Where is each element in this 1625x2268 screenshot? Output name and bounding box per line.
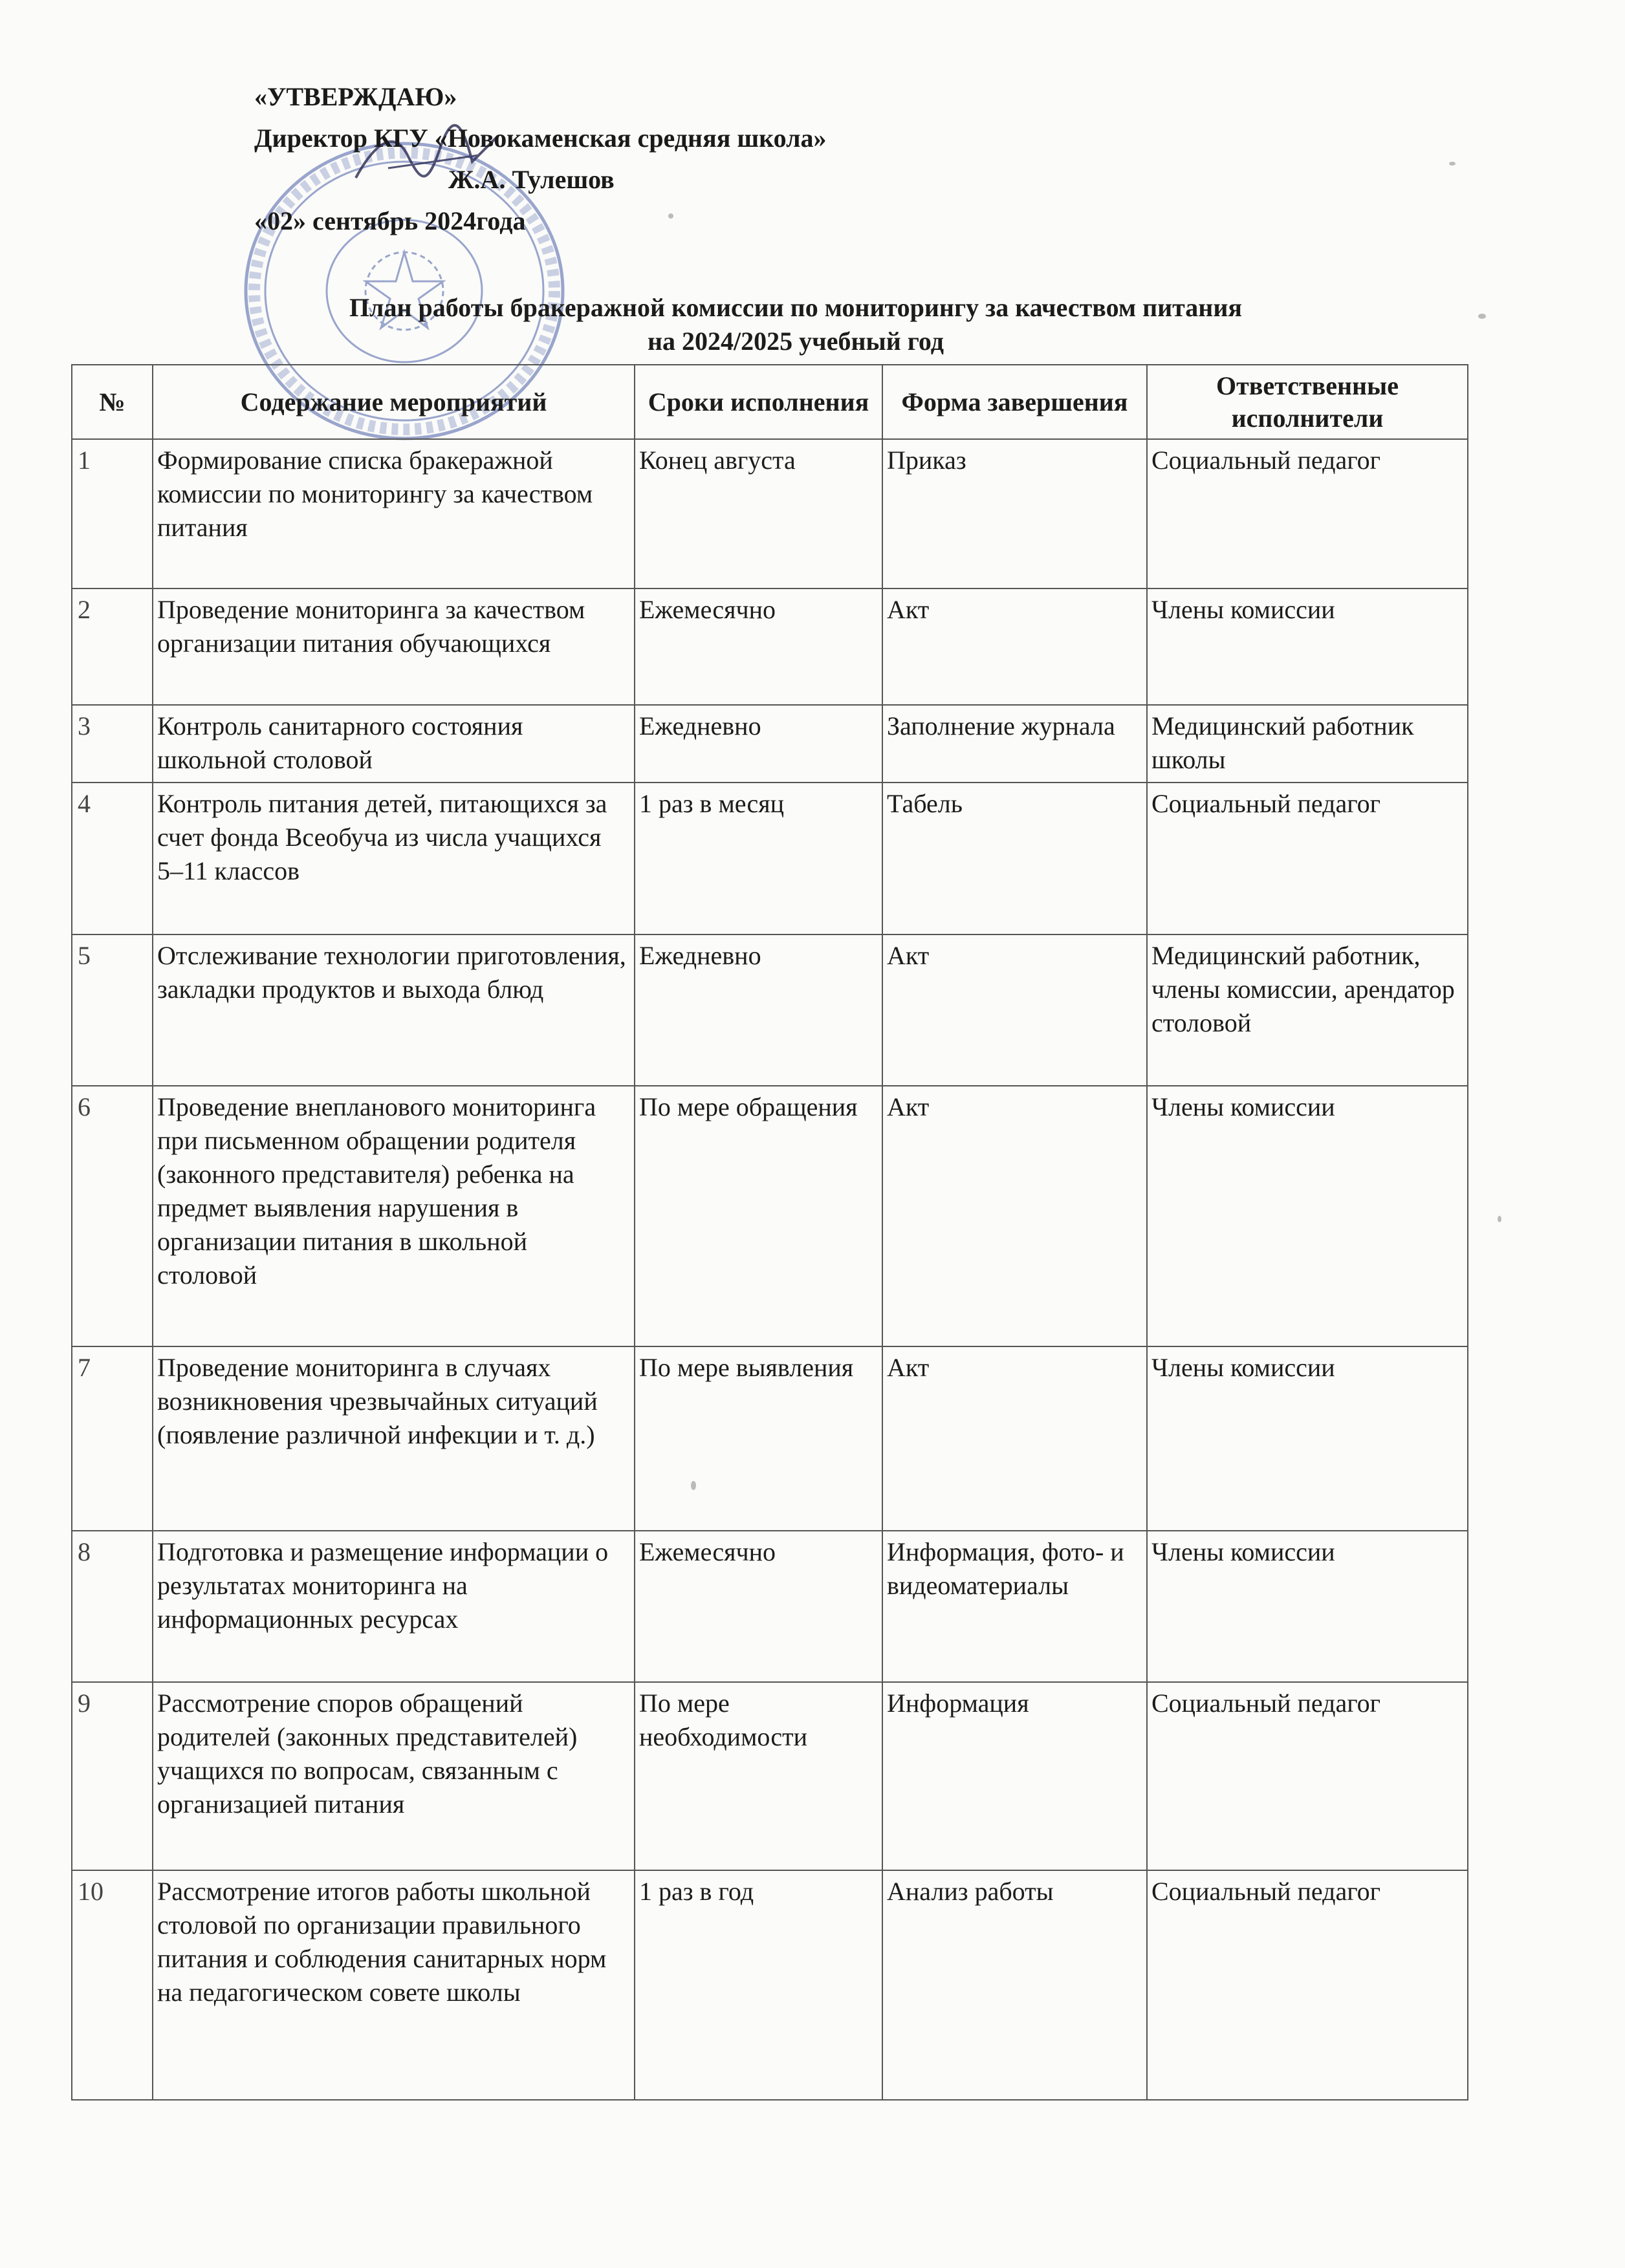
director-name: Ж.А. Тулешов bbox=[448, 165, 615, 194]
row-deadline: Ежемесячно bbox=[635, 589, 882, 705]
row-number: 7 bbox=[72, 1346, 153, 1531]
header-deadline: Сроки исполнения bbox=[635, 365, 882, 439]
row-responsible: Социальный педагог bbox=[1147, 783, 1468, 934]
row-deadline: По мере обращения bbox=[635, 1086, 882, 1346]
row-deadline: По мере необходимости bbox=[635, 1682, 882, 1870]
row-deadline: Ежедневно bbox=[635, 705, 882, 783]
approval-block bbox=[254, 76, 827, 242]
table-row bbox=[72, 705, 1468, 783]
header-responsible: Ответственные исполнители bbox=[1147, 365, 1468, 439]
header-form: Форма завершения bbox=[882, 365, 1147, 439]
row-deadline: Конец августа bbox=[635, 439, 882, 589]
row-responsible: Члены комиссии bbox=[1147, 1346, 1468, 1531]
table-row bbox=[72, 589, 1468, 705]
row-content: Контроль питания детей, питающихся за счет фонда Всеобуча из числа учащихся 5–11 классов bbox=[153, 783, 635, 934]
row-content: Формирование списка бракеражной комиссии по мониторингу за качеством питания bbox=[153, 439, 635, 589]
row-form: Информация, фото- и видеоматериалы bbox=[882, 1531, 1147, 1682]
row-responsible: Медицинский работник, члены комиссии, арендатор столовой bbox=[1147, 934, 1468, 1086]
row-deadline: 1 раз в месяц bbox=[635, 783, 882, 934]
row-form: Акт bbox=[882, 589, 1147, 705]
title-line-2: на 2024/2025 учебный год bbox=[647, 327, 944, 356]
approval-heading: «УТВЕРЖДАЮ» bbox=[254, 82, 457, 111]
row-content: Контроль санитарного состояния школьной столовой bbox=[153, 705, 635, 783]
row-number: 6 bbox=[72, 1086, 153, 1346]
header-content: Содержание мероприятий bbox=[153, 365, 635, 439]
table-row bbox=[72, 1086, 1468, 1346]
row-number: 2 bbox=[72, 589, 153, 705]
table-row bbox=[72, 934, 1468, 1086]
row-content: Отслеживание технологии приготовления, закладки продуктов и выхода блюд bbox=[153, 934, 635, 1086]
row-number: 9 bbox=[72, 1682, 153, 1870]
row-deadline: Ежедневно bbox=[635, 934, 882, 1086]
row-number: 8 bbox=[72, 1531, 153, 1682]
approval-director-name bbox=[254, 159, 827, 200]
table-row bbox=[72, 1870, 1468, 2100]
table-row bbox=[72, 1531, 1468, 1682]
row-content: Подготовка и размещение информации о результатах мониторинга на информационных ресурсах bbox=[153, 1531, 635, 1682]
row-number: 10 bbox=[72, 1870, 153, 2100]
row-form: Анализ работы bbox=[882, 1870, 1147, 2100]
row-form: Акт bbox=[882, 934, 1147, 1086]
row-content: Проведение мониторинга в случаях возникновения чрезвычайных ситуаций (появление различной инфекции и т. д.) bbox=[153, 1346, 635, 1531]
approval-director-line: Директор КГУ «Новокаменская средняя школа» bbox=[254, 124, 827, 153]
row-deadline: Ежемесячно bbox=[635, 1531, 882, 1682]
row-form: Заполнение журнала bbox=[882, 705, 1147, 783]
table-row bbox=[72, 783, 1468, 934]
row-content: Проведение внепланового мониторинга при письменном обращении родителя (законного представителя) ребенка на предмет выявления нарушения в организации питания в школьной столовой bbox=[153, 1086, 635, 1346]
header-number: № bbox=[72, 365, 153, 439]
table-row bbox=[72, 1682, 1468, 1870]
row-responsible: Социальный педагог bbox=[1147, 1870, 1468, 2100]
row-responsible: Медицинский работник школы bbox=[1147, 705, 1468, 783]
plan-table bbox=[71, 364, 1468, 2101]
row-form: Акт bbox=[882, 1346, 1147, 1531]
row-responsible: Социальный педагог bbox=[1147, 1682, 1468, 1870]
row-deadline: По мере выявления bbox=[635, 1346, 882, 1531]
row-responsible: Члены комиссии bbox=[1147, 589, 1468, 705]
row-content: Проведение мониторинга за качеством организации питания обучающихся bbox=[153, 589, 635, 705]
row-responsible: Социальный педагог bbox=[1147, 439, 1468, 589]
row-content: Рассмотрение споров обращений родителей (законных представителей) учащихся по вопросам, связанным с организацией питания bbox=[153, 1682, 635, 1870]
row-deadline: 1 раз в год bbox=[635, 1870, 882, 2100]
table-row bbox=[72, 1346, 1468, 1531]
row-content: Рассмотрение итогов работы школьной столовой по организации правильного питания и соблюдения санитарных норм на педагогическом совете школы bbox=[153, 1870, 635, 2100]
row-responsible: Члены комиссии bbox=[1147, 1531, 1468, 1682]
table-row bbox=[72, 439, 1468, 589]
table-header-row bbox=[72, 365, 1468, 439]
row-number: 3 bbox=[72, 705, 153, 783]
row-form: Акт bbox=[882, 1086, 1147, 1346]
approval-date: «02» сентябрь 2024года bbox=[254, 206, 526, 235]
row-responsible: Члены комиссии bbox=[1147, 1086, 1468, 1346]
row-number: 1 bbox=[72, 439, 153, 589]
row-form: Табель bbox=[882, 783, 1147, 934]
title-line-1: План работы бракеражной комиссии по мониторингу за качеством питания bbox=[349, 293, 1243, 322]
row-form: Информация bbox=[882, 1682, 1147, 1870]
row-number: 5 bbox=[72, 934, 153, 1086]
document-title bbox=[149, 291, 1443, 358]
row-form: Приказ bbox=[882, 439, 1147, 589]
row-number: 4 bbox=[72, 783, 153, 934]
